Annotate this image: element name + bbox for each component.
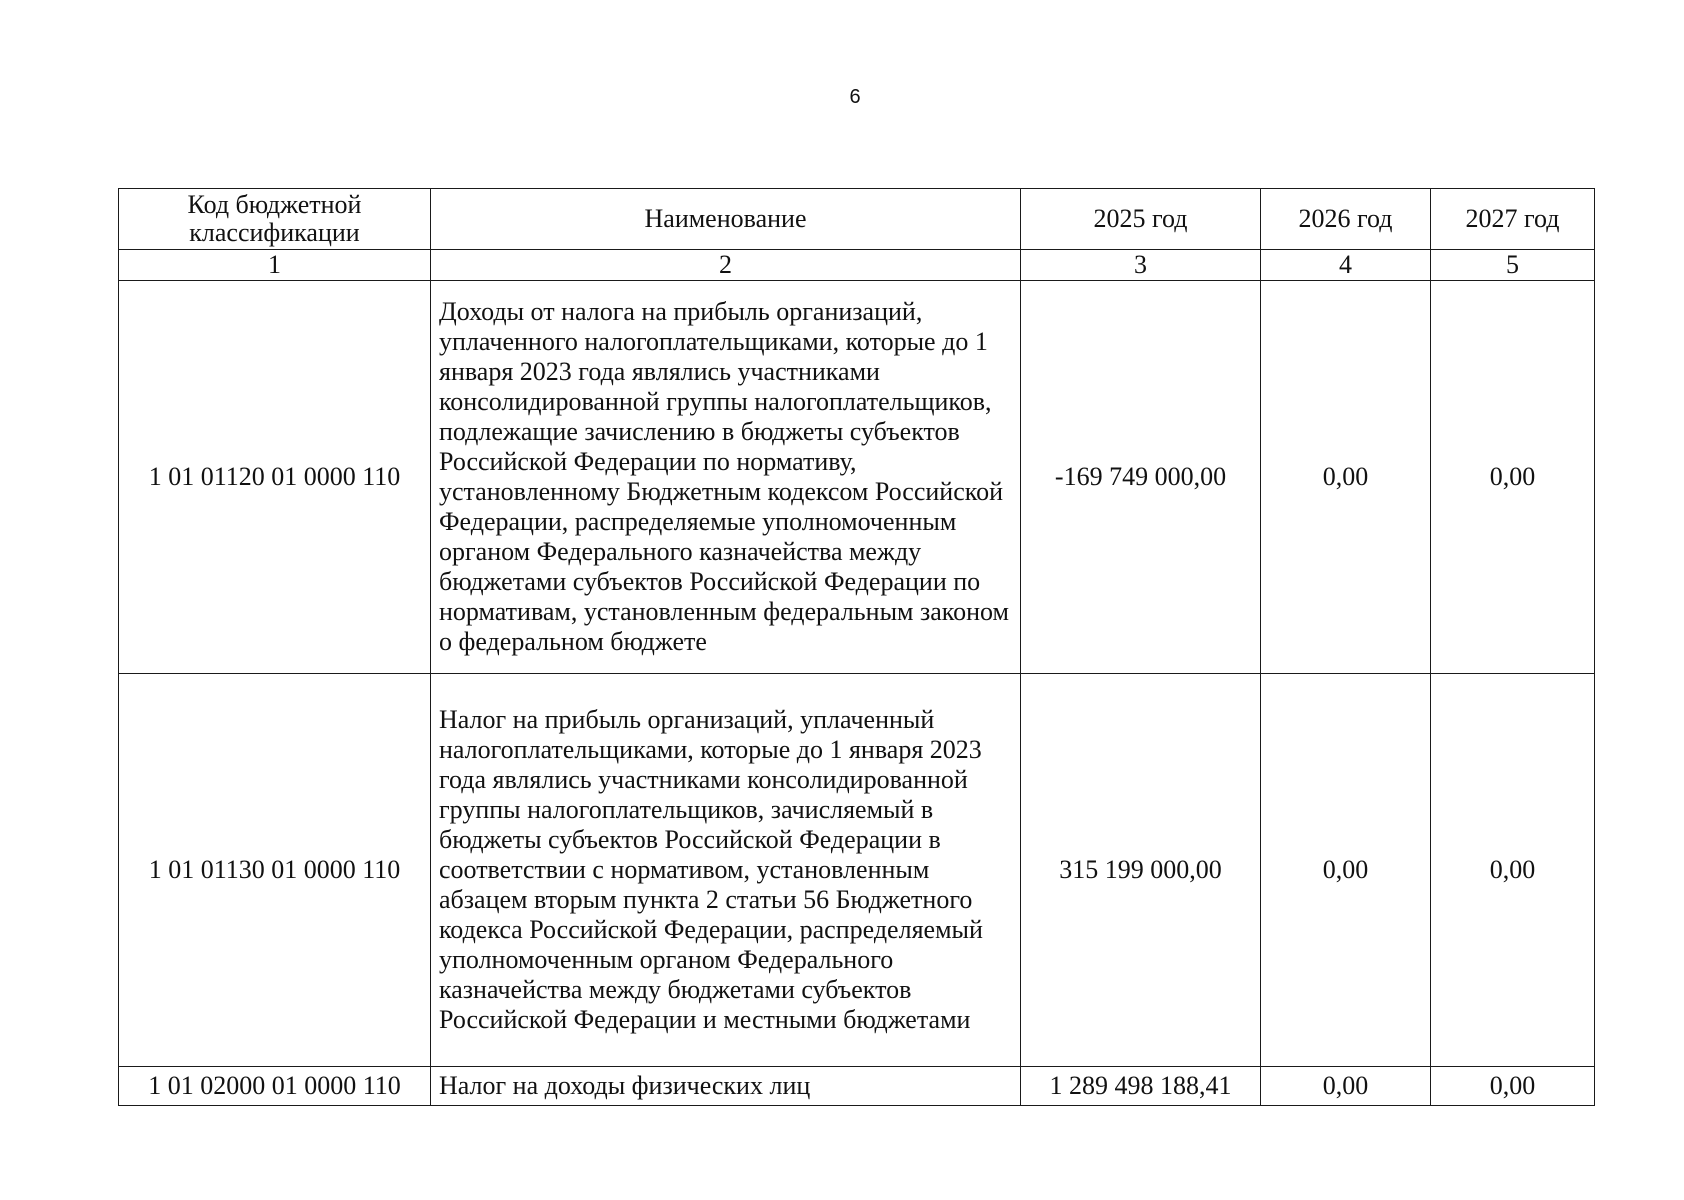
table-header-row — [119, 189, 1595, 250]
table-row — [119, 281, 1595, 674]
column-number: 3 — [1021, 250, 1261, 281]
budget-code-cell: 1 01 01120 01 0000 110 — [119, 281, 431, 674]
header-name: Наименование — [431, 189, 1021, 250]
header-code: Код бюджетной классификации — [119, 189, 431, 250]
table-row — [119, 674, 1595, 1067]
budget-code-cell: 1 01 02000 01 0000 110 — [119, 1067, 431, 1106]
amount-2026-cell: 0,00 — [1261, 1067, 1431, 1106]
column-number: 5 — [1431, 250, 1595, 281]
budget-table — [118, 188, 1595, 1106]
amount-2026-cell: 0,00 — [1261, 674, 1431, 1067]
column-number-row — [119, 250, 1595, 281]
amount-2026-cell: 0,00 — [1261, 281, 1431, 674]
header-2025: 2025 год — [1021, 189, 1261, 250]
header-2027: 2027 год — [1431, 189, 1595, 250]
description-cell: Доходы от налога на прибыль организаций, уплаченного налогоплательщиками, которые до 1 января 2023 года являлись участниками консолидированной группы налогоплательщиков, подлежащие зачислению в бюджеты субъектов Российской Федерации по нормативу, установленному Бюджетным кодексом Российской Федерации, распределяемые уполномоченным органом Федерального казначейства между бюджетами субъектов Российской Федерации по нормативам, установленным федеральным законом о федеральном бюджете — [431, 281, 1021, 674]
amount-2025-cell: 1 289 498 188,41 — [1021, 1067, 1261, 1106]
amount-2027-cell: 0,00 — [1431, 674, 1595, 1067]
column-number: 1 — [119, 250, 431, 281]
header-2026: 2026 год — [1261, 189, 1431, 250]
page-number: 6 — [849, 86, 861, 108]
amount-2027-cell: 0,00 — [1431, 281, 1595, 674]
description-cell: Налог на прибыль организаций, уплаченный налогоплательщиками, которые до 1 января 2023 года являлись участниками консолидированной группы налогоплательщиков, зачисляемый в бюджеты субъектов Российской Федерации в соответствии с нормативом, установленным абзацем вторым пункта 2 статьи 56 Бюджетного кодекса Российской Федерации, распределяемый уполномоченным органом Федерального казначейства между бюджетами субъектов Российской Федерации и местными бюджетами — [431, 674, 1021, 1067]
amount-2025-cell: -169 749 000,00 — [1021, 281, 1261, 674]
column-number: 4 — [1261, 250, 1431, 281]
column-number: 2 — [431, 250, 1021, 281]
amount-2025-cell: 315 199 000,00 — [1021, 674, 1261, 1067]
table-row — [119, 1067, 1595, 1106]
amount-2027-cell: 0,00 — [1431, 1067, 1595, 1106]
description-cell: Налог на доходы физических лиц — [431, 1067, 1021, 1106]
budget-code-cell: 1 01 01130 01 0000 110 — [119, 674, 431, 1067]
